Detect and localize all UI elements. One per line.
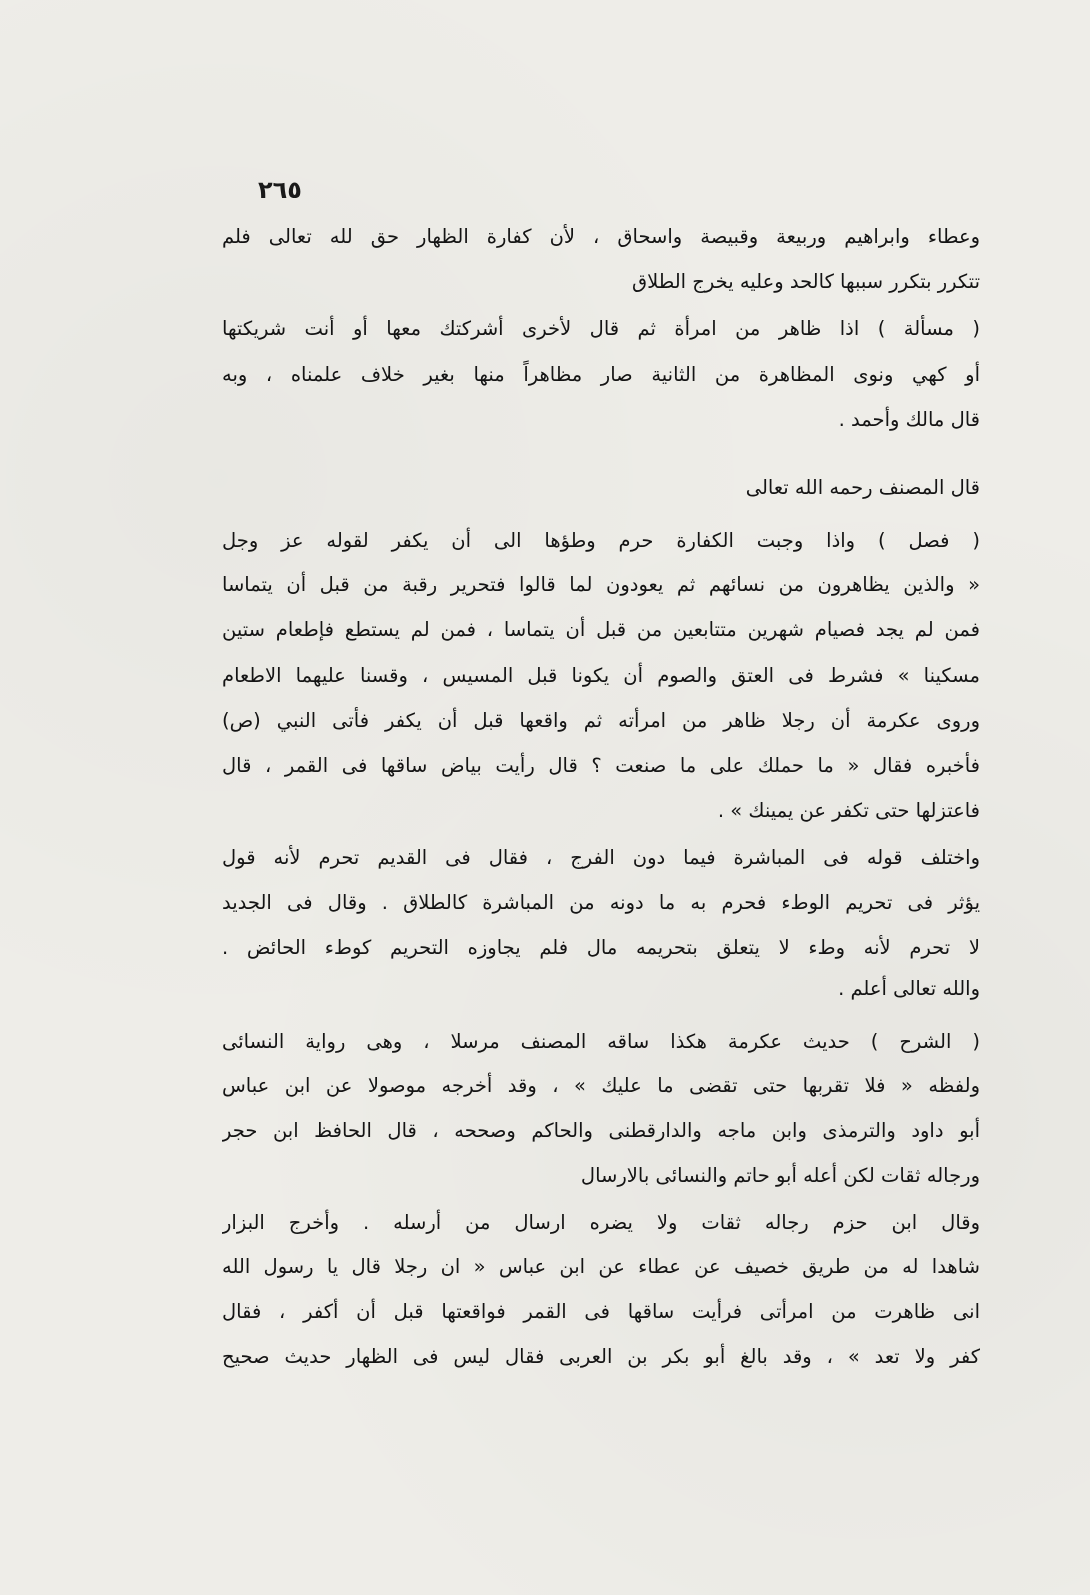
text-line-3: ( مسألة ) اذا ظاهر من امرأة ثم قال لأخرى أشركتك معها أو أنت شريكتها bbox=[222, 317, 980, 340]
text-line-4: أو كهي ونوى المظاهرة من الثانية صار مظاهراً منها بغير خلاف علمناه ، وبه bbox=[222, 363, 980, 386]
text-line-2: تتكرر بتكرر سببها كالحد وعليه يخرج الطلاق bbox=[631, 270, 980, 293]
text-line-10: مسكينا » فشرط فى العتق والصوم أن يكونا قبل المسيس ، وقسنا عليهما الاطعام bbox=[222, 664, 980, 687]
text-line-14: واختلف قوله فى المباشرة فيما دون الفرج ، فقال فى القديم تحرم لأنه قول bbox=[222, 846, 980, 869]
text-line-19: ولفظه « فلا تقربها حتى تقضى ما عليك » ، وقد أخرجه موصولا عن ابن عباس bbox=[222, 1074, 980, 1097]
body-text bbox=[222, 0, 980, 1595]
text-line-7: ( فصل ) واذا وجبت الكفارة حرم وطؤها الى أن يكفر لقوله عز وجل bbox=[222, 529, 980, 552]
text-line-8: « والذين يظاهرون من نسائهم ثم يعودون لما قالوا فتحرير رقبة من قبل أن يتماسا bbox=[222, 573, 980, 596]
text-line-1: وعطاء وابراهيم وربيعة وقبيصة واسحاق ، لأن كفارة الظهار حق لله تعالى فلم bbox=[222, 225, 980, 248]
text-line-13: فاعتزلها حتى تكفر عن يمينك » . bbox=[717, 799, 980, 822]
text-line-21: ورجاله ثقات لكن أعله أبو حاتم والنسائى بالارسال bbox=[580, 1164, 980, 1187]
text-line-16: لا تحرم لأنه وطء لا يتعلق بتحريمه مال فلم يجاوزه التحريم كوطء الحائض . bbox=[222, 936, 980, 959]
text-line-25: كفر ولا تعد » ، وقد بالغ أبو بكر بن العربى فقال ليس فى الظهار حديث صحيح bbox=[222, 1345, 980, 1368]
text-line-15: يؤثر فى تحريم الوطء فحرم به ما دونه من المباشرة كالطلاق . وقال فى الجديد bbox=[222, 891, 980, 914]
text-line-5: قال مالك وأحمد . bbox=[838, 408, 980, 431]
text-line-22: وقال ابن حزم رجاله ثقات ولا يضره ارسال من أرسله . وأخرج البزار bbox=[222, 1211, 980, 1234]
text-line-20: أبو داود والترمذى وابن ماجه والدارقطنى والحاكم وصححه ، قال الحافظ ابن حجر bbox=[222, 1119, 980, 1142]
text-line-11: وروى عكرمة أن رجلا ظاهر من امرأته ثم واقعها قبل أن يكفر فأتى النبي (ص) bbox=[222, 709, 980, 732]
text-line-12: فأخبره فقال « ما حملك على ما صنعت ؟ قال رأيت بياض ساقها فى القمر ، قال bbox=[222, 754, 980, 777]
text-line-9: فمن لم يجد فصيام شهرين متتابعين من قبل أن يتماسا ، فمن لم يستطع فإطعام ستين bbox=[222, 618, 980, 641]
text-line-23: شاهدا له من طريق خصيف عن عطاء عن ابن عباس « ان رجلا قال يا رسول الله bbox=[222, 1255, 980, 1278]
page-number: ٢٦٥ bbox=[258, 176, 302, 204]
section-heading: قال المصنف رحمه الله تعالى bbox=[745, 476, 980, 499]
text-line-17: والله تعالى أعلم . bbox=[838, 977, 980, 1000]
text-line-24: انى ظاهرت من امرأتى فرأيت ساقها فى القمر فواقعتها قبل أن أكفر ، فقال bbox=[222, 1300, 980, 1323]
text-line-18: ( الشرح ) حديث عكرمة هكذا ساقه المصنف مرسلا ، وهى رواية النسائى bbox=[222, 1030, 980, 1053]
